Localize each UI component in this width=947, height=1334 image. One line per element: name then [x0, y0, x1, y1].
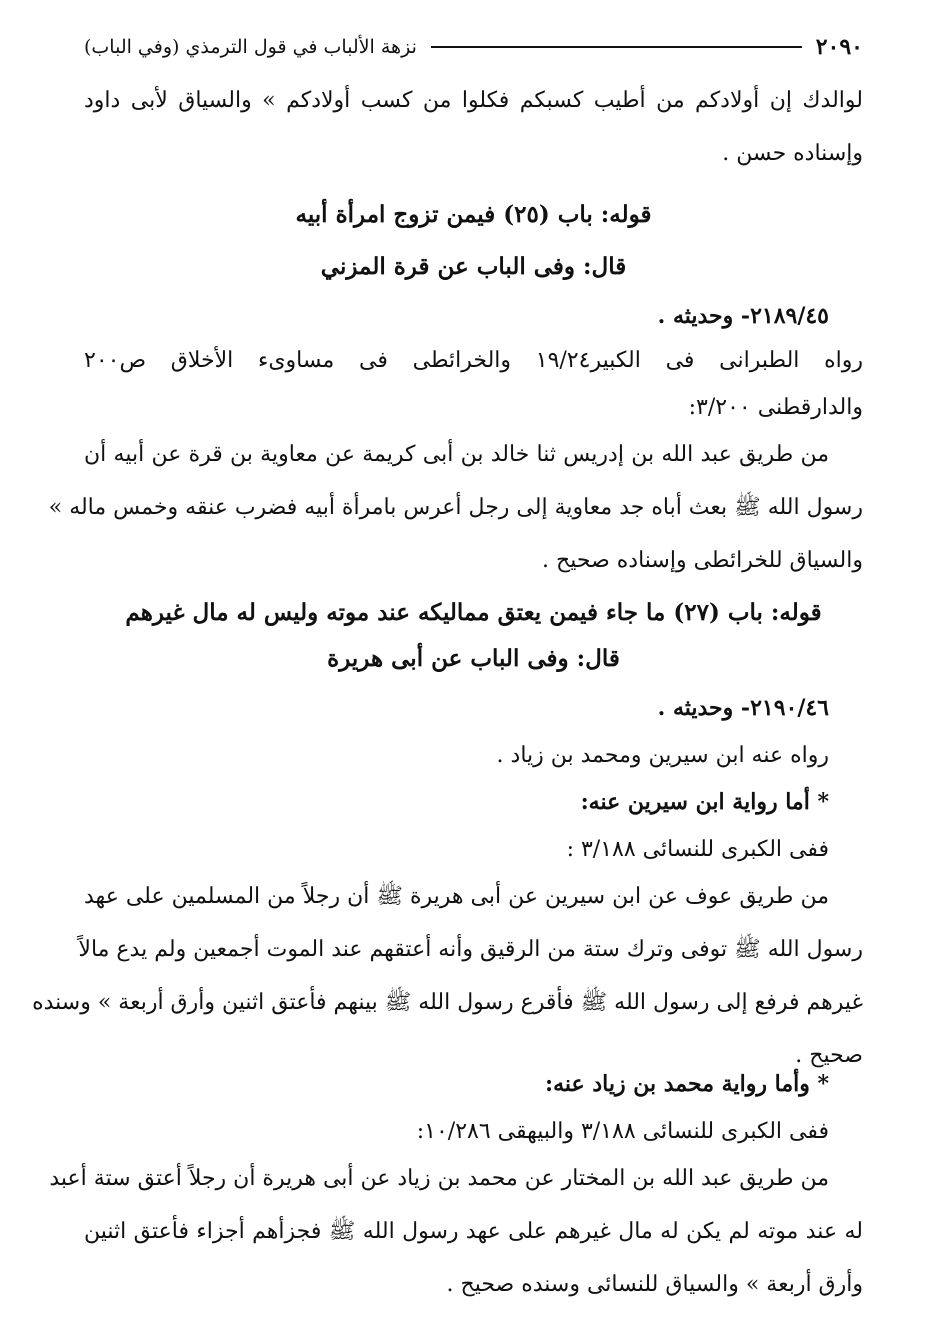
- source-line: ففى الكبرى للنسائى ٣/١٨٨ والبيهقى ١٠/٢٨٦:: [416, 1119, 829, 1144]
- text-line: والسياق للخرائطى وإسناده صحيح .: [542, 548, 863, 573]
- text-line: رسول الله ﷺ توفى وترك ستة من الرقيق وأنه أعتقهم عند الموت أجمعين ولم يدع مالاً: [78, 937, 863, 962]
- page-number: ٢٠٩٠: [815, 34, 863, 60]
- chain-paragraph: [32, 870, 863, 1082]
- chain-paragraph: [48, 428, 863, 587]
- text-line: رسول الله ﷺ بعث أباه جد معاوية إلى رجل أعرس بامرأة أبيه فضرب عنقه وخمس ماله »: [48, 495, 863, 520]
- narrators-line: رواه عنه ابن سيرين ومحمد بن زياد .: [496, 743, 829, 768]
- source-paragraph: [84, 334, 863, 387]
- chapter-subheading: قال: وفى الباب عن قرة المزني: [320, 253, 627, 280]
- chapter-heading: قوله: باب (٢٧) ما جاء فيمن يعتق مماليكه عند موته وليس له مال غيرهم: [125, 599, 822, 626]
- text-line: من طريق عبد الله بن المختار عن محمد بن زياد عن أبى هريرة أن رجلاً أعتق ستة أعبد: [49, 1166, 829, 1191]
- intro-paragraph: [84, 74, 863, 180]
- text-line: صحيح .: [795, 1043, 863, 1068]
- subsection-title: * وأما رواية محمد بن زياد عنه:: [544, 1071, 829, 1097]
- text-line: له عند موته لم يكن له مال غيرهم على عهد رسول الله ﷺ فجزأهم أجزاء فأعتق اثنين: [84, 1219, 863, 1244]
- text-line: لوالدك إن أولادكم من أطيب كسبكم فكلوا من كسب أولادكم » والسياق لأبى داود: [84, 88, 863, 113]
- source-line: ففى الكبرى للنسائى ٣/١٨٨ :: [566, 837, 829, 862]
- source-paragraph-end: [84, 381, 863, 434]
- text-line: والدارقطنى ٣/٢٠٠:: [688, 395, 863, 420]
- book-title: نزهة الألباب في قول الترمذي (وفي الباب): [84, 36, 417, 58]
- text-line: من طريق عوف عن ابن سيرين عن أبى هريرة ﷺ أن رجلاً من المسلمين على عهد: [84, 884, 829, 909]
- chapter-subheading: قال: وفى الباب عن أبى هريرة: [327, 645, 620, 672]
- text-line: وإسناده حسن .: [722, 141, 863, 166]
- hadith-number: ٢١٨٩/٤٥- وحديثه .: [657, 303, 829, 329]
- text-line: من طريق عبد الله بن إدريس ثنا خالد بن أبى كريمة عن معاوية بن قرة عن أبيه أن: [84, 442, 829, 467]
- hadith-number: ٢١٩٠/٤٦- وحديثه .: [657, 695, 829, 721]
- text-line: غيرهم فرفع إلى رسول الله ﷺ فأقرع رسول الله ﷺ بينهم فأعتق اثنين وأرق أربعة » وسنده: [32, 990, 863, 1015]
- text-line: وأرق أربعة » والسياق للنسائى وسنده صحيح .: [446, 1272, 863, 1297]
- subsection-title: * أما رواية ابن سيرين عنه:: [580, 789, 829, 815]
- chapter-heading: قوله: باب (٢٥) فيمن تزوج امرأة أبيه: [295, 201, 652, 228]
- chain-paragraph: [49, 1152, 863, 1311]
- running-header: [84, 30, 863, 64]
- header-rule: [431, 46, 802, 48]
- text-line: رواه الطبرانى فى الكبير١٩/٢٤ والخرائطى فى مساوىء الأخلاق ص٢٠٠: [84, 348, 864, 373]
